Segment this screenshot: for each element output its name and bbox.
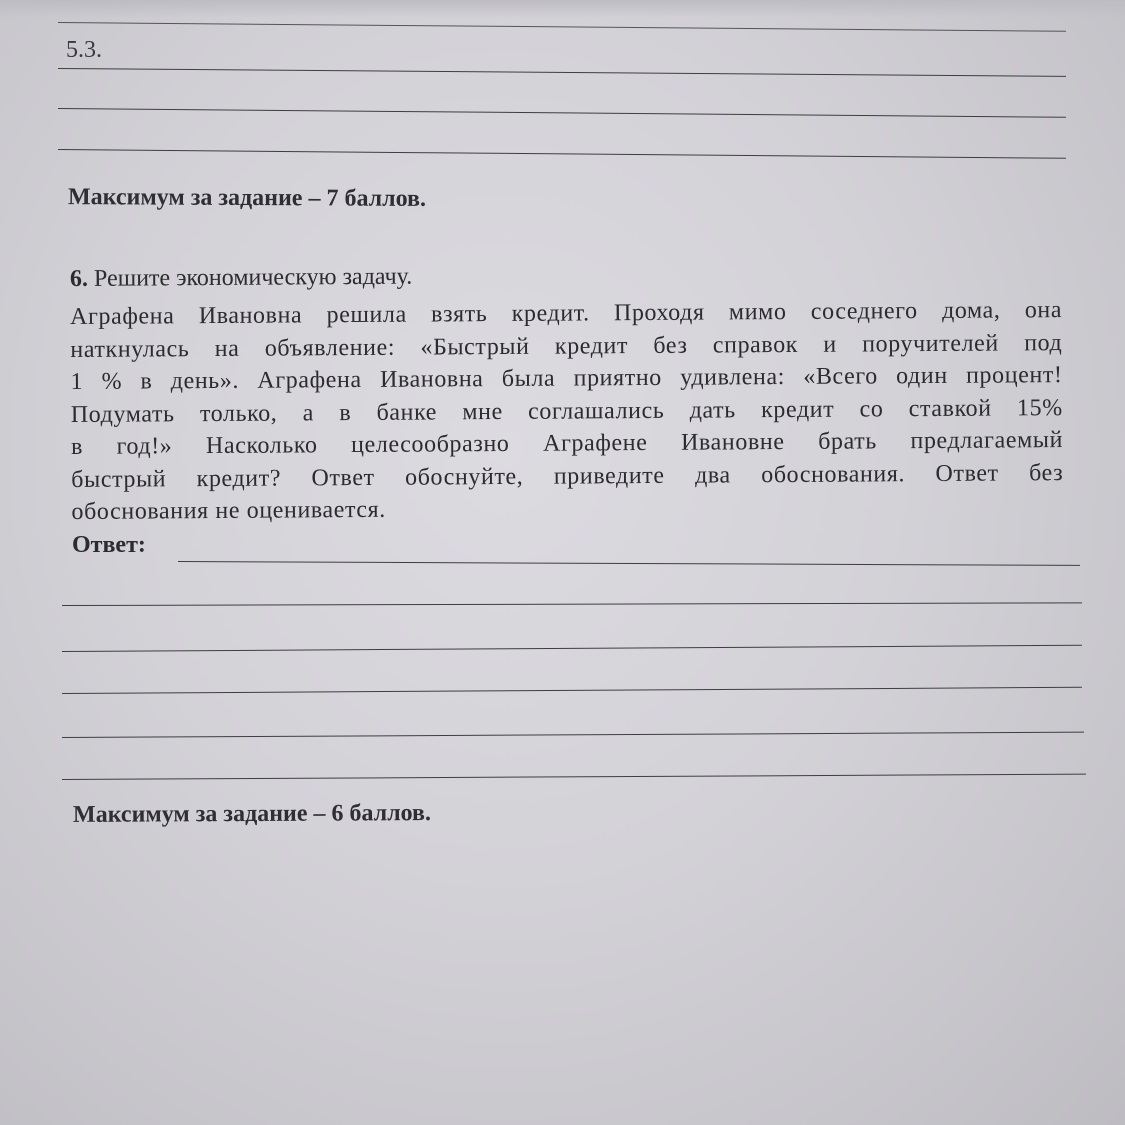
task-text-line: 1 % в день». Аграфена Ивановна была приятно удивлена: «Всего один процент! xyxy=(70,362,1063,395)
page-edge-shadow xyxy=(0,0,1125,18)
answer-line xyxy=(58,149,1066,159)
task-text-line: быстрый кредит? Ответ обоснуйте, приведите два обоснования. Ответ без xyxy=(71,459,1064,493)
max-points-note: Максимум за задание – 6 баллов. xyxy=(72,800,432,828)
answer-line[interactable] xyxy=(62,774,1086,780)
task-instruction: Решите экономическую задачу. xyxy=(93,263,413,292)
answer-line xyxy=(58,108,1066,118)
answer-line[interactable] xyxy=(62,645,1082,652)
answer-line[interactable] xyxy=(62,687,1082,694)
task-text-line: в год!» Насколько целесообразно Аграфене Ивановне брать предлагаемый xyxy=(70,427,1064,460)
section-number: 5.3. xyxy=(66,37,102,63)
task-heading xyxy=(70,264,412,293)
answer-line xyxy=(58,68,1066,77)
answer-line[interactable] xyxy=(62,732,1084,738)
task-text-line: обоснования не оценивается. xyxy=(71,496,386,525)
answer-line[interactable] xyxy=(62,602,1082,606)
task-number: 6. xyxy=(69,265,89,292)
answer-label: Ответ: xyxy=(72,532,146,558)
answer-line[interactable] xyxy=(178,561,1080,566)
task-text-line: Аграфена Ивановна решила взять кредит. Проходя мимо соседнего дома, она xyxy=(70,297,1063,330)
task-text xyxy=(70,294,1064,528)
answer-line xyxy=(58,22,1066,32)
max-points-note: Максимум за задание – 7 баллов. xyxy=(67,184,427,212)
task-text-line: наткнулась на объявление: «Быстрый кредит без справок и поручителей под xyxy=(70,329,1063,363)
task-text-line: Подумать только, а в банке мне соглашались дать кредит со ставкой 15% xyxy=(70,394,1063,428)
